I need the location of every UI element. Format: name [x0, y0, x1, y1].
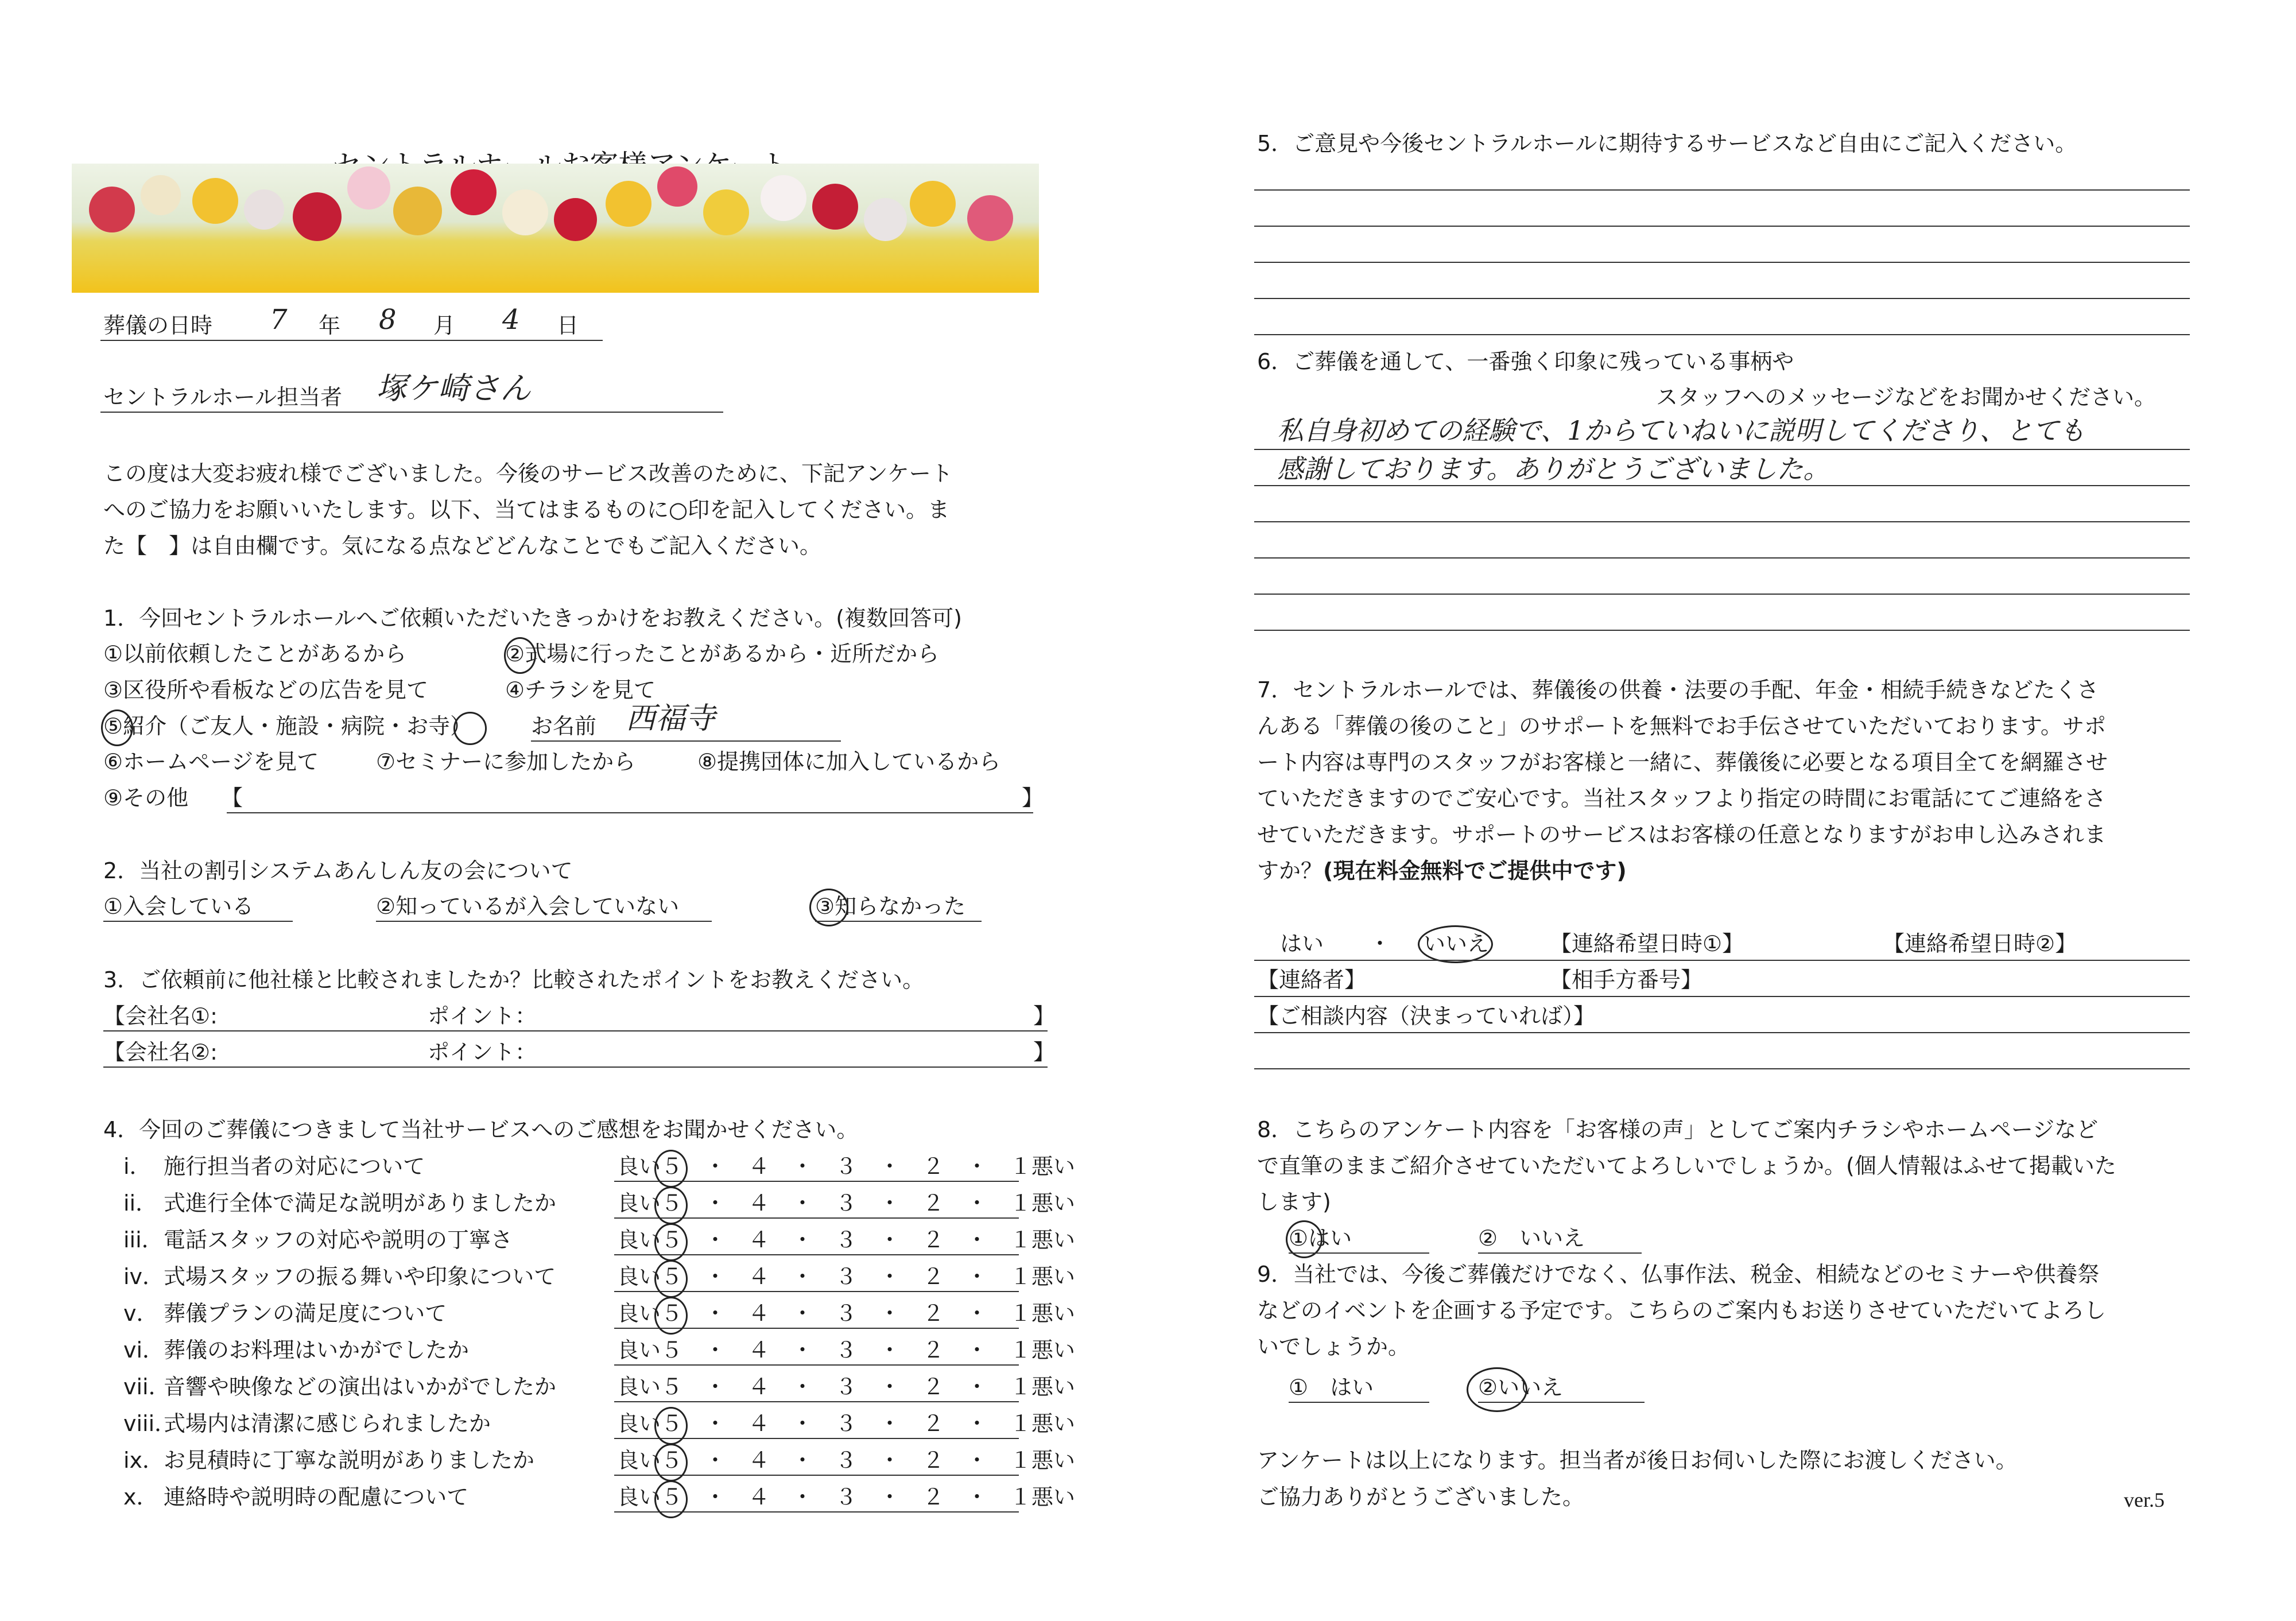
- q1-option-5-mark: [101, 709, 133, 746]
- q7-line-2: [1254, 996, 2190, 997]
- q7-text-line-3: ート内容は専門のスタッフがお客様と一緒に、葬儀後に必要となる項目全てを網羅させ: [1257, 750, 2108, 775]
- q4-item-7-underline: [614, 1401, 1019, 1402]
- q1-option-7: ⑦セミナーに参加したから: [376, 749, 636, 774]
- q4-item-6-scale: 良い５ ・ ４ ・ ３ ・ ２ ・ １悪い: [617, 1337, 1076, 1363]
- q3-company-1-label: 【会社名①:: [103, 1003, 218, 1029]
- closing-line-2: ご協力ありがとうございました。: [1257, 1484, 1585, 1510]
- q4-item-10-mark: [654, 1480, 688, 1518]
- q6-line-1: [1254, 449, 2190, 450]
- q9-yes: ① はい: [1289, 1375, 1374, 1400]
- funeral-date-day-value: 4: [502, 304, 520, 336]
- q7-text-line-1: 7．セントラルホールでは、葬儀後の供養・法要の手配、年金・相続手続きなどたくさ: [1257, 677, 2099, 703]
- q3-point-2-label: ポイント：: [428, 1040, 537, 1065]
- q8-no-underline: [1478, 1252, 1642, 1254]
- q4-item-6-num: vi．: [123, 1337, 165, 1363]
- q1-other-bracket-close: 】: [1022, 785, 1044, 810]
- q4-item-2-mark: [654, 1186, 688, 1224]
- q7-contact-time-2: 【連絡希望日時②】: [1883, 931, 2077, 956]
- q3-company-1-close: 】: [1033, 1003, 1056, 1029]
- q4-item-4-text: 式場スタッフの振る舞いや印象について: [164, 1264, 556, 1289]
- q1-option-9: ⑨その他: [103, 785, 189, 810]
- q4-item-9-text: お見積時に丁寧な説明がありましたか: [164, 1448, 535, 1473]
- q8-yes: ①はい: [1289, 1226, 1352, 1251]
- q6-question-line-2: スタッフへのメッセージなどをお聞かせください。: [1656, 385, 2156, 410]
- q6-line-2: [1254, 485, 2190, 486]
- q4-item-10-scale: 良い５ ・ ４ ・ ３ ・ ２ ・ １悪い: [617, 1484, 1076, 1510]
- q7-line-1: [1254, 960, 2190, 961]
- funeral-date-month-unit: 月: [433, 313, 456, 338]
- intro-line-1: この度は大変お疲れ様でございました。今後のサービス改善のために、下記アンケート: [103, 461, 953, 486]
- q4-item-10-text: 連絡時や説明時の配慮について: [164, 1484, 469, 1510]
- q7-line-3: [1254, 1032, 2190, 1033]
- q4-item-3-text: 電話スタッフの対応や説明の丁寧さ: [164, 1227, 513, 1252]
- q7-separator: ・: [1369, 931, 1391, 956]
- q4-item-4-num: iv．: [123, 1264, 165, 1289]
- flower-banner-image: [72, 164, 1039, 293]
- q9-yes-underline: [1289, 1402, 1429, 1403]
- q4-item-8-text: 式場内は清潔に感じられましたか: [164, 1411, 491, 1436]
- q6-line-4: [1254, 557, 2190, 559]
- q9-text-line-2: などのイベントを企画する予定です。こちらのご案内もお送りさせていただいてよろし: [1257, 1298, 2106, 1323]
- staff-value: 塚ケ崎さん: [376, 370, 531, 406]
- q7-no-mark: [1418, 925, 1493, 963]
- q7-line-4: [1254, 1068, 2190, 1069]
- q4-item-4-scale: 良い５ ・ ４ ・ ３ ・ ２ ・ １悪い: [617, 1264, 1076, 1289]
- q1-option-3: ③区役所や看板などの広告を見て: [103, 677, 429, 703]
- q4-question: 4．今回のご葬儀につきまして当社サービスへのご感想をお聞かせください。: [103, 1117, 859, 1142]
- q7-contact-time-1: 【連絡希望日時①】: [1550, 931, 1744, 956]
- q1-name-label: お名前: [531, 713, 597, 739]
- q1-other-bracket-open: 【: [221, 785, 243, 810]
- q2-option-1: ①入会している: [103, 894, 254, 919]
- q4-item-2-num: ii．: [123, 1190, 158, 1216]
- closing-line-1: アンケートは以上になります。担当者が後日お伺いした際にお渡しください。: [1257, 1448, 2018, 1473]
- q2-option-3-underline: [815, 921, 982, 922]
- funeral-date-year-value: 7: [270, 304, 288, 336]
- q4-item-9-scale: 良い５ ・ ４ ・ ３ ・ ２ ・ １悪い: [617, 1448, 1076, 1473]
- q3-company-2-close: 】: [1033, 1040, 1056, 1065]
- q1-option-4: ④チラシを見て: [505, 677, 656, 703]
- q7-yes: はい: [1280, 931, 1324, 956]
- q4-item-3-mark: [654, 1223, 688, 1261]
- q8-no: ② いいえ: [1478, 1226, 1585, 1251]
- q8-text-line-1: 8．こちらのアンケート内容を「お客様の声」としてご案内チラシやホームページなど: [1257, 1117, 2099, 1142]
- q4-item-10-num: x．: [123, 1484, 158, 1510]
- q4-item-5-num: v．: [123, 1301, 158, 1326]
- q7-text-line-6: すか？: [1257, 858, 1323, 883]
- q3-point-1-label: ポイント：: [428, 1003, 537, 1029]
- q6-line-3: [1254, 521, 2190, 522]
- q4-item-7-text: 音響や映像などの演出はいかがでしたか: [164, 1374, 557, 1399]
- q3-company-1-underline: [103, 1030, 1048, 1031]
- q5-line-3: [1254, 262, 2190, 263]
- q4-item-1-scale: 良い５ ・ ４ ・ ３ ・ ２ ・ １悪い: [617, 1154, 1076, 1179]
- intro-line-2: へのご協力をお願いいたします。以下、当てはまるものに○印を記入してください。ま: [103, 497, 950, 522]
- q4-item-2-text: 式進行全体で満足な説明がありましたか: [164, 1190, 557, 1216]
- q2-question: 2．当社の割引システムあんしん友の会について: [103, 858, 573, 883]
- q1-option-2-mark: [504, 637, 536, 674]
- q7-text-line-4: ていただきますのでご安心です。当社スタッフより指定の時間にお電話にてご連絡をさ: [1257, 786, 2106, 811]
- q2-option-2-underline: [376, 921, 712, 922]
- q9-no-underline: [1478, 1402, 1645, 1403]
- q1-option-1: ①以前依頼したことがあるから: [103, 641, 407, 666]
- q9-no-mark: [1467, 1367, 1527, 1412]
- q4-item-1-text: 施行担当者の対応について: [164, 1154, 425, 1179]
- q7-phone-number: 【相手方番号】: [1550, 967, 1703, 992]
- q4-item-7-scale: 良い５ ・ ４ ・ ３ ・ ２ ・ １悪い: [617, 1374, 1076, 1399]
- q4-item-1-num: i．: [123, 1154, 152, 1179]
- q4-item-6-underline: [614, 1364, 1019, 1366]
- q5-line-1: [1254, 189, 2190, 191]
- q7-consult: 【ご相談内容（決まっていれば）】: [1257, 1003, 1596, 1029]
- q4-item-4-mark: [654, 1260, 688, 1298]
- q4-item-3-scale: 良い５ ・ ４ ・ ３ ・ ２ ・ １悪い: [617, 1227, 1076, 1252]
- q3-company-2-label: 【会社名②:: [103, 1040, 218, 1065]
- q3-question: 3．ご依頼前に他社様と比較されましたか？比較されたポイントをお教えください。: [103, 967, 925, 992]
- q9-no: ②いいえ: [1478, 1375, 1564, 1400]
- staff-label: セントラルホール担当者: [103, 385, 343, 410]
- q4-item-7-num: vii．: [123, 1374, 170, 1399]
- q3-company-2-underline: [103, 1067, 1048, 1068]
- q9-text-line-1: 9．当社では、今後ご葬儀だけでなく、仏事作法、税金、相続などのセミナーや供養祭: [1257, 1262, 2100, 1287]
- q5-line-2: [1254, 226, 2190, 227]
- q6-line-6: [1254, 630, 2190, 631]
- q6-answer-line-1: 私自身初めての経験で、1からていねいに説明してくださり、とても: [1277, 415, 2085, 446]
- q1-option-2: ②式場に行ったことがあるから・近所だから: [505, 641, 940, 666]
- q2-option-3: ③知らなかった: [815, 894, 966, 919]
- q4-item-6-text: 葬儀のお料理はいかがでしたか: [164, 1337, 470, 1363]
- q7-text-line-2: んある「葬儀の後のこと」のサポートを無料でお手伝させていただいております。サポ: [1257, 713, 2106, 739]
- q4-item-3-num: iii．: [123, 1227, 164, 1252]
- q1-other-underline: [227, 812, 1033, 813]
- staff-underline: [100, 412, 723, 413]
- q8-text-line-3: します): [1257, 1189, 1331, 1215]
- q4-item-5-scale: 良い５ ・ ４ ・ ３ ・ ２ ・ １悪い: [617, 1301, 1076, 1326]
- q1-name-value: 西福寺: [626, 701, 716, 736]
- q7-free-notice: (現在料金無料でご提供中です): [1323, 858, 1627, 883]
- q6-line-5: [1254, 594, 2190, 595]
- q9-text-line-3: いでしょうか。: [1257, 1334, 1410, 1359]
- intro-line-3: た【 】は自由欄です。気になる点などどんなことでもご記入ください。: [103, 533, 821, 559]
- q6-question-line-1: 6．ご葬儀を通して、一番強く印象に残っている事柄や: [1257, 349, 1794, 374]
- q1-temple-mark: [453, 712, 487, 745]
- q1-question: 1．今回セントラルホールへご依頼いただいたきっかけをお教えください。(複数回答可): [103, 606, 962, 631]
- q4-item-9-mark: [654, 1444, 688, 1482]
- q4-item-2-scale: 良い５ ・ ４ ・ ３ ・ ２ ・ １悪い: [617, 1190, 1076, 1216]
- funeral-date-month-value: 8: [379, 304, 397, 336]
- funeral-date-underline: [100, 340, 603, 341]
- q4-item-8-scale: 良い５ ・ ４ ・ ３ ・ ２ ・ １悪い: [617, 1411, 1076, 1436]
- q1-option-8: ⑧提携団体に加入しているから: [697, 749, 1001, 774]
- funeral-date-label: 葬儀の日時: [103, 313, 213, 338]
- q4-item-8-mark: [654, 1407, 688, 1445]
- q4-item-5-text: 葬儀プランの満足度について: [164, 1301, 447, 1326]
- q4-item-1-mark: [654, 1150, 688, 1188]
- q7-text-line-5: せていただきます。サポートのサービスはお客様の任意となりますがお申し込みされま: [1257, 822, 2106, 847]
- q6-answer-line-2: 感謝しております。ありがとうございました。: [1277, 453, 1830, 484]
- q5-question: 5．ご意見や今後セントラルホールに期待するサービスなど自由にご記入ください。: [1257, 131, 2077, 156]
- q7-no: いいえ: [1424, 931, 1490, 956]
- q8-yes-underline: [1289, 1252, 1429, 1254]
- funeral-date-day-unit: 日: [557, 313, 579, 338]
- q1-option-6: ⑥ホームページを見て: [103, 749, 319, 774]
- q4-item-8-num: viii．: [123, 1411, 177, 1436]
- q5-line-5: [1254, 334, 2190, 335]
- q8-text-line-2: で直筆のままご紹介させていただいてよろしいでしょうか。(個人情報はふせて掲載いた: [1257, 1153, 2116, 1178]
- q1-option-5: ⑤紹介（ご友人・施設・病院・お寺）: [103, 713, 472, 739]
- funeral-date-year-unit: 年: [319, 313, 341, 338]
- q2-option-2: ②知っているが入会していない: [376, 894, 680, 919]
- version-label: ver.5: [2124, 1488, 2165, 1511]
- q1-name-underline: [531, 740, 841, 742]
- q4-item-9-num: ix．: [123, 1448, 165, 1473]
- q5-line-4: [1254, 298, 2190, 299]
- q2-option-1-underline: [103, 921, 293, 922]
- q4-item-5-mark: [654, 1297, 688, 1335]
- q7-contact-person: 【連絡者】: [1257, 967, 1367, 992]
